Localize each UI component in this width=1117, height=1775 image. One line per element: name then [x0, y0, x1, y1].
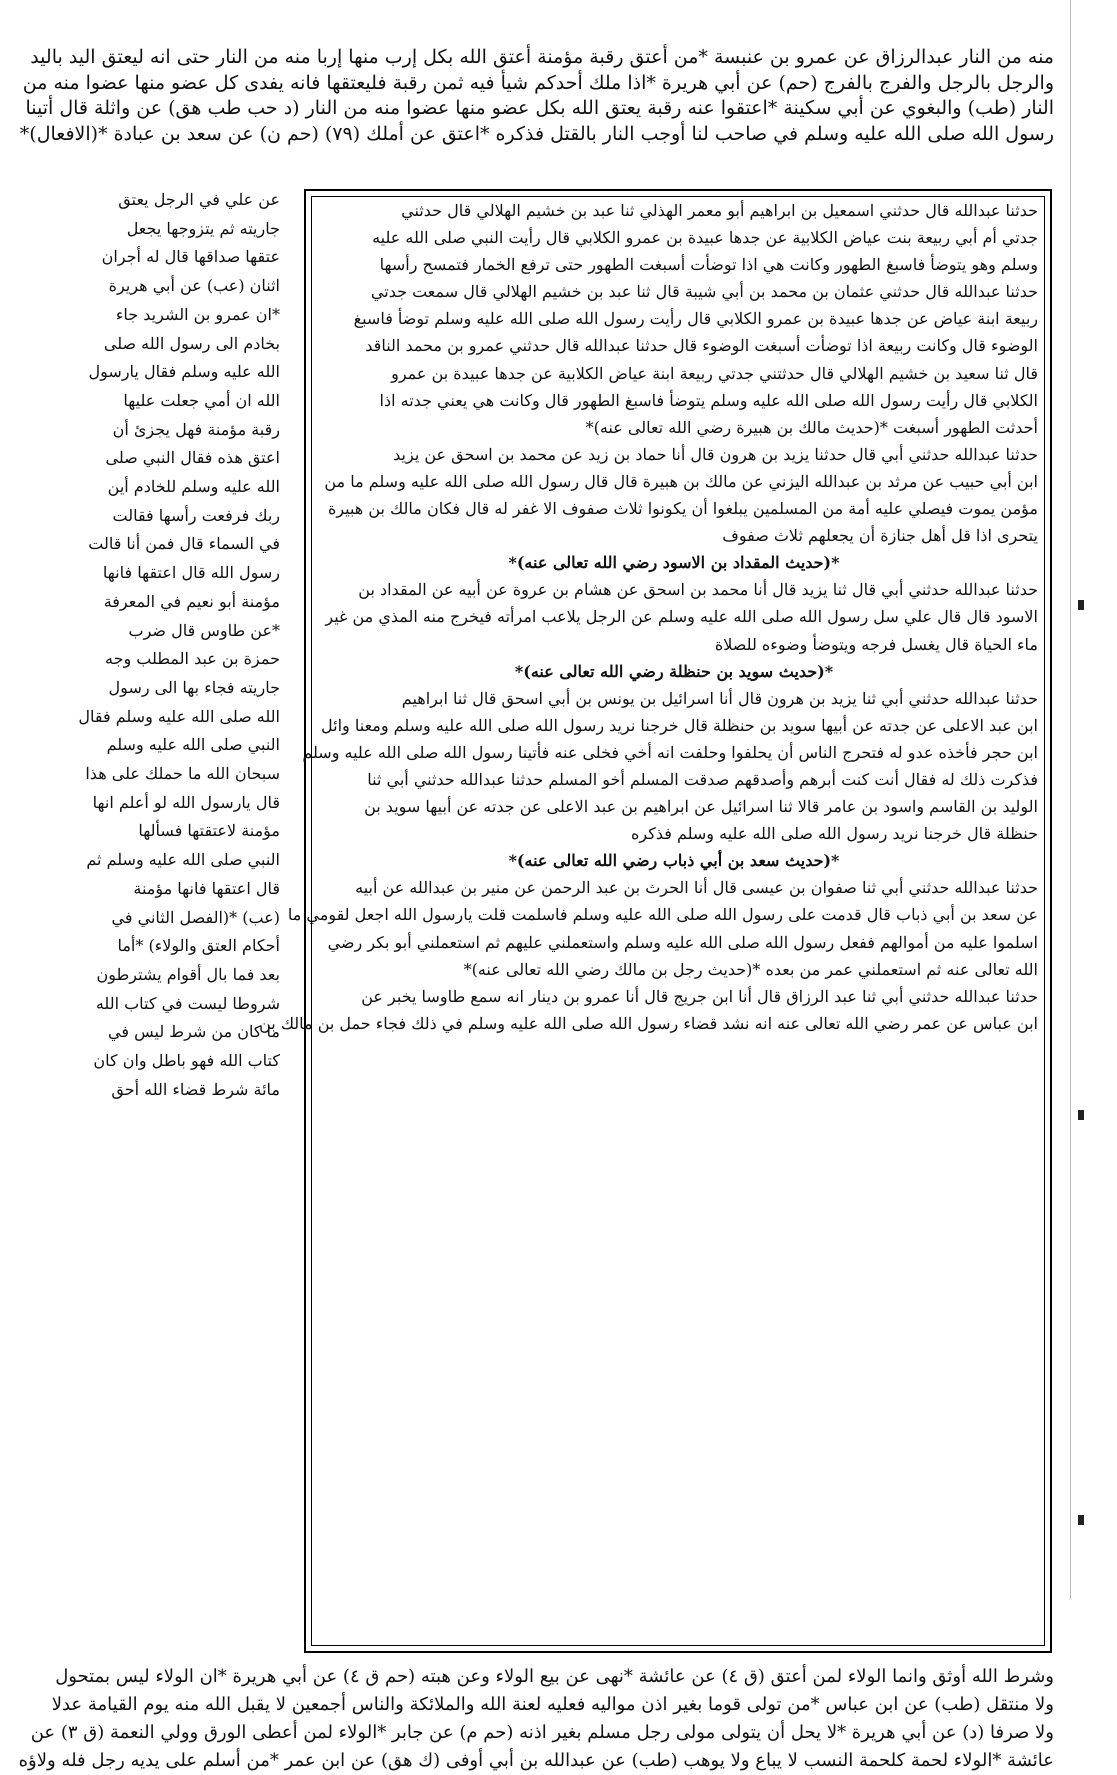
text-line: *ان عمرو بن الشريد جاء: [115, 304, 280, 324]
text-line: جاريته فجاء بها الى رسول: [108, 677, 280, 697]
page-edge-rule: [1070, 0, 1071, 1599]
text-line: اثنان (عب) عن أبي هريرة: [108, 276, 280, 296]
text-line: حدثنا عبدالله قال حدثني عثمان بن محمد بن أبي شيبة قال ثنا عبد بن خشيم الهلالي قال سمعت جدتي: [370, 282, 1038, 302]
text-line: ابن عبد الاعلى عن جدته عن أبيها سويد بن حنظلة قال خرجنا نريد رسول الله صلى الله عليه وسلم ومعنا وائل: [321, 715, 1038, 735]
text-line: وسلم وهو يتوضأ فاسبغ الطهور وكانت هي اذا توضأت أسبغت الطهور حتى ترفع الخمار فتمسح رأسها: [379, 255, 1038, 275]
text-line: الوضوء قال وكانت ربيعة اذا توضأت أسبغت الوضوء قال حدثنا عبدالله قال حدثني عمرو بن محمد الناقد: [365, 336, 1038, 356]
text-line: قال يارسول الله لو أعلم انها: [92, 792, 280, 812]
text-line: حنظلة قال خرجنا نريد رسول الله صلى الله عليه وسلم فذكره: [630, 824, 1038, 844]
text-line: فذكرت ذلك له فقال أنت كنت أبرهم وأصدقهم صدقت المسلم أخو المسلم حدثنا عبدالله حدثني أبي ثنا: [367, 769, 1038, 789]
text-line: الكلابي قال رأيت رسول الله صلى الله عليه وسلم يتوضأ فاسبغ الطهور قال وكانت هي يعني جدته اذا: [379, 390, 1038, 410]
top-commentary: [19, 45, 1054, 147]
hadith-heading: *(حديث المقداد بن الاسود رضي الله تعالى عنه)*: [508, 553, 840, 573]
text-line: مؤمن يموت فيصلي عليه أمة من المسلمين يبلغوا أن يكونوا ثلاث صفوف الا غفر له قال فكان مالك بن هبيرة: [327, 499, 1038, 519]
text-line: رسول الله قال اعتقها فانها: [102, 563, 280, 583]
text-line: *عن طاوس قال ضرب: [128, 620, 280, 640]
text-line: رقبة مؤمنة فهل يجزئ أن: [112, 419, 280, 439]
main-hadith-text: [259, 197, 1038, 1037]
text-line: يتحرى اذا قل أهل جنازة أن يجعلهم ثلاث صفوف: [722, 526, 1038, 546]
text-line: عن علي في الرجل يعتق: [118, 190, 280, 209]
text-line: مؤمنة لاعتقتها فسألها: [138, 821, 280, 841]
text-line: قال ثنا سعيد بن خشيم الهلالي قال حدثتني جدتي ربيعة ابنة عياض الكلابية عن جدها عبيدة بن عمرو: [391, 363, 1038, 383]
text-line: جدتي أم أبي ربيعة بنت عياض الكلابية عن جدها عبيدة بن عمرو الكلابي قال رأيت النبي صلى الله عليه: [372, 228, 1038, 248]
text-line: حدثنا عبدالله حدثني أبي قال ثنا يزيد قال أنا محمد بن اسحق عن هشام بن عروة عن أبيه عن المقداد بن: [358, 580, 1038, 600]
side-commentary: [80, 186, 280, 1105]
text-line: شروطا ليست في كتاب الله: [95, 993, 280, 1013]
page-edge-mark: [1078, 1110, 1084, 1120]
text-line: ما كان من شرط ليس في: [108, 1022, 280, 1042]
hadith-heading: *(حديث سعد بن أبي ذباب رضي الله تعالى عنه)*: [508, 851, 840, 871]
text-line: حدثنا عبدالله حدثني أبي قال حدثنا يزيد بن هرون قال أنا حماد بن زيد عن محمد بن اسحق عن يزيد: [393, 444, 1038, 464]
text-line: النبي صلى الله عليه وسلم ثم: [86, 850, 280, 870]
text-line: عتقها صداقها قال له أجران: [101, 247, 280, 267]
text-line: أحكام العتق والولاء) *أما: [117, 936, 280, 956]
text-line: الله تعالى عنه ثم استعملني عمر من بعده *(حديث رجل بن مالك رضي الله تعالى عنه)*: [463, 959, 1038, 979]
text-line: الله صلى الله عليه وسلم فقال: [78, 706, 280, 726]
text-line: كتاب الله فهو باطل وان كان: [93, 1051, 280, 1071]
text-line: ابن حجر فأخذه عدو له فتحرج الناس أن يحلفوا وحلفت انه أخي فخلى عنه فأتينا رسول الله صلى الله عليه وسلم: [302, 742, 1038, 762]
text-line: رسول الله صلى الله عليه وسلم في صاحب لنا أوجب النار بالقتل فذكره *اعتق عن أملك (٧٩) (حم ن) عن سعد بن عبادة *(الافعال)*: [19, 122, 1054, 145]
bottom-commentary: [18, 1663, 1054, 1775]
text-line: حدثنا عبدالله حدثني أبي ثنا صفوان بن عيسى قال أنا الحرث بن عبد الرحمن عن منير بن عبدالله عن أبيه: [355, 878, 1038, 898]
text-line: والرجل بالرجل والفرج بالفرج (حم) عن أبي هريرة *اذا ملك أحدكم شيأ فيه ثمن رقبة فليعتقها فانه يفدى كل عضو منها عضوا منه من: [22, 71, 1054, 94]
text-line: في السماء قال فمن أنا قالت: [88, 534, 280, 554]
text-line: حدثنا عبدالله حدثني أبي ثنا يزيد بن هرون قال أنا اسرائيل بن يونس بن أبي اسحق قال ثنا ابراهيم: [401, 688, 1038, 708]
text-line: وشرط الله أوثق وانما الولاء لمن أعتق (ق ٤) عن عائشة *نهى عن بيع الولاء وعن هبته (حم ق ٤) عن أبي هريرة *ان الولاء ليس بمتحول: [55, 1666, 1054, 1687]
text-line: الاسود قال قال علي سل رسول الله صلى الله عليه وسلم عن الرجل يلاعب امرأته فيخرج منه المذي من غير: [325, 607, 1038, 627]
text-line: اعتق هذه فقال النبي صلى: [105, 448, 280, 468]
text-line: مائة شرط قضاء الله أحق: [111, 1079, 280, 1099]
text-line: ولا منتقل (طب) عن ابن عباس *من تولى قوما بغير اذن مواليه فعليه لعنة الله والملائكة والناس أجمعين لا يقبل الله منه يوم القيامة عدلا: [51, 1694, 1054, 1715]
text-line: حدثنا عبدالله قال حدثني اسمعيل بن ابراهيم أبو معمر الهذلي ثنا عبد بن خشيم الهلالي قال حدثني: [401, 201, 1038, 220]
text-line: (عب) *(الفصل الثاني في: [111, 907, 280, 927]
text-line: ربك فرفعت رأسها فقالت: [112, 505, 280, 525]
text-line: عائشة *الولاء لحمة كلحمة النسب لا يباع ولا يوهب (طب) عن عبدالله بن أبي أوفى (ك هق) عن ابن عمر *من أسلم على يديه رجل فله ولاؤه: [18, 1750, 1054, 1771]
text-line: ولا صرفا (د) عن أبي هريرة *لا يحل أن يتولى مولى رجل مسلم بغير اذنه (حم م) عن جابر *الولاء لمن أعطى الورق وولي النعمة (ق ٣) عن: [30, 1722, 1054, 1743]
text-line: سبحان الله ما حملك على هذا: [85, 764, 280, 784]
page-edge-mark: [1078, 600, 1084, 610]
text-line: منه من النار عبدالرزاق عن عمرو بن عنبسة *من أعتق رقبة مؤمنة أعتق الله بكل إرب منها إربا منه من النار حتى انه ليعتق اليد باليد: [30, 46, 1054, 68]
text-line: اسلموا عليه من أموالهم ففعل رسول الله صلى الله عليه وسلم واستعملني عليهم ثم استعملني أبو بكر رضي: [327, 932, 1038, 952]
text-line: ماء الحياة قال يغسل فرجه ويتوضأ وضوءه للصلاة: [714, 634, 1038, 654]
text-line: مؤمنة أبو نعيم في المعرفة: [103, 591, 280, 611]
text-line: ابن عباس عن عمر رضي الله تعالى عنه انه نشد قضاء رسول الله صلى الله عليه وسلم في ذلك فجاء حمل بن مالك بن: [259, 1013, 1038, 1033]
text-line: حدثنا عبدالله حدثني أبي ثنا عبد الرزاق قال أنا ابن جريج قال أنا عمرو بن دينار انه سمع طاوسا يخبر عن: [361, 986, 1038, 1006]
text-line: حمزة بن عبد المطلب وجه: [105, 649, 280, 669]
text-line: النار (طب) والبغوي عن أبي سكينة *اعتقوا عنه رقبة يعتق الله بكل عضو منها عضوا منه من النار (د حب طب هق) عن واثلة قال أتينا: [25, 97, 1054, 119]
text-line: بعد فما بال أقوام يشترطون: [96, 964, 280, 984]
hadith-heading: *(حديث سويد بن حنظلة رضي الله تعالى عنه)*: [514, 661, 834, 681]
text-line: عن سعد بن أبي ذباب قال قدمت على رسول الله صلى الله عليه وسلم فاسلمت قلت يارسول الله اجعل لقومي ما: [287, 905, 1038, 925]
text-line: أحدثت الطهور أسبغت *(حديث مالك بن هبيرة رضي الله تعالى عنه)*: [585, 417, 1038, 437]
text-line: النبي صلى الله عليه وسلم: [106, 735, 280, 755]
text-line: ابن أبي حبيب عن مرثد بن عبدالله اليزني عن مالك بن هبيرة قال قال رسول الله صلى الله عليه وسلم ما من: [324, 471, 1038, 491]
text-line: جاريته ثم يتزوجها يجعل: [126, 218, 280, 238]
text-line: الله عليه وسلم للخادم أين: [107, 477, 280, 497]
page-edge-mark: [1078, 1515, 1084, 1525]
text-line: الله عليه وسلم فقال يارسول: [88, 362, 280, 382]
text-line: الوليد بن القاسم واسود بن عامر قالا ثنا اسرائيل عن ابراهيم بن عبد الاعلى عن جدته عن أبيها سويد بن: [364, 797, 1038, 817]
text-line: ربيعة ابنة عياض عن جدها عبيدة بن عمرو الكلابي قال رأيت رسول الله صلى الله عليه وسلم توضأ فاسبغ: [353, 309, 1038, 329]
text-line: قال اعتقها فانها مؤمنة: [133, 878, 280, 898]
text-line: الله ان أمي جعلت عليها: [123, 390, 280, 410]
text-line: بخادم الى رسول الله صلى: [103, 333, 280, 353]
